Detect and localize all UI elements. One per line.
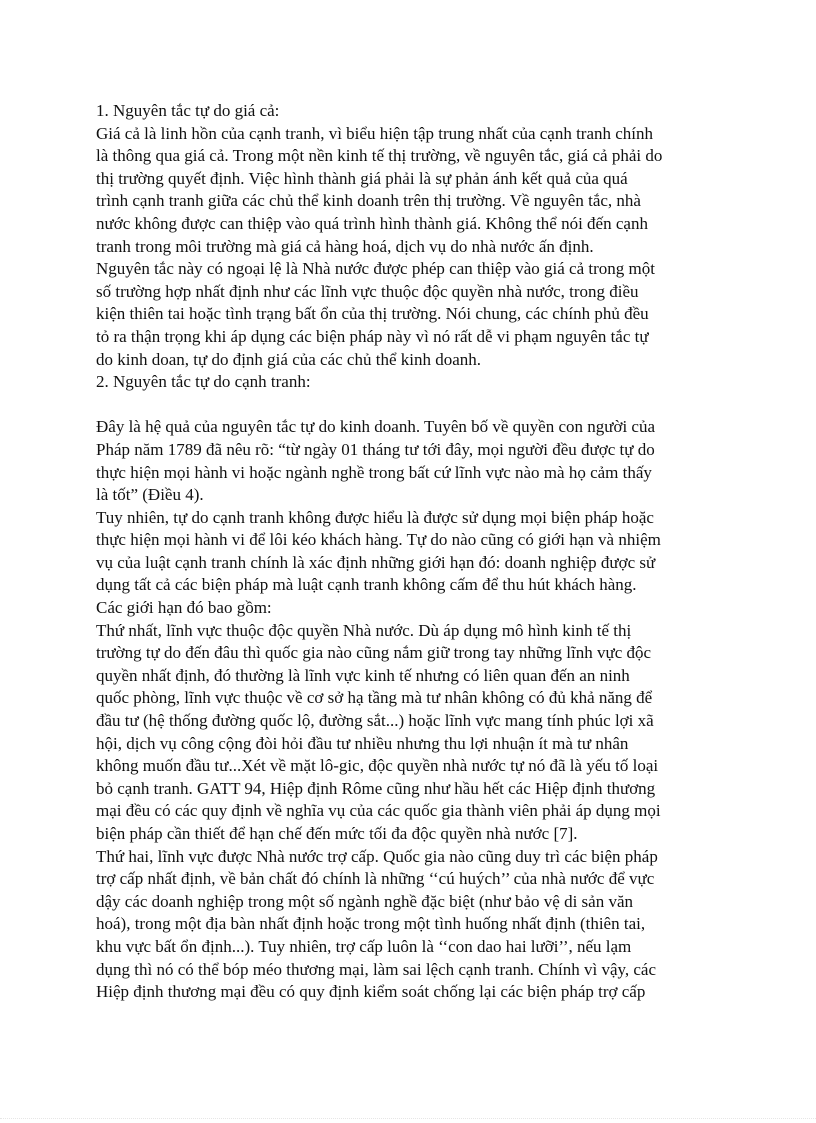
text-line: quốc phòng, lĩnh vực thuộc về cơ sở hạ tầng mà tư nhân không có đủ khả năng để: [96, 688, 653, 708]
document-body: [96, 100, 726, 1004]
text-line: dậy các doanh nghiệp trong một số ngành nghề đặc biệt (như bảo vệ di sản văn: [96, 891, 634, 911]
text-line: bỏ cạnh tranh. GATT 94, Hiệp định Rôme cũng như hầu hết các Hiệp định thương: [96, 778, 656, 798]
text-line: Các giới hạn đó bao gồm:: [96, 598, 272, 618]
text-line: thực hiện mọi hành vi để lôi kéo khách hàng. Tự do nào cũng có giới hạn và nhiệm: [96, 530, 661, 550]
text-line: hội, dịch vụ công cộng đòi hỏi đầu tư nhiều nhưng thu lợi nhuận ít mà tư nhân: [96, 733, 629, 753]
text-line: mại đều có các quy định về nghĩa vụ của các quốc gia thành viên phải áp dụng mọi: [96, 801, 661, 821]
text-line: 2. Nguyên tắc tự do cạnh tranh:: [96, 372, 311, 392]
text-line: khu vực bất ổn định...). Tuy nhiên, trợ cấp luôn là ‘‘con dao hai lưỡi’’, nếu lạm: [96, 936, 632, 956]
text-line: thị trường quyết định. Việc hình thành giá phải là sự phản ánh kết quả của quá: [96, 168, 628, 188]
text-line: dụng tất cả các biện pháp mà luật cạnh tranh không cấm để thu hút khách hàng.: [96, 575, 637, 595]
page-bottom-edge: [0, 1118, 816, 1123]
text-line: là tốt” (Điều 4).: [96, 485, 204, 505]
text-line: Hiệp định thương mại đều có quy định kiểm soát chống lại các biện pháp trợ cấp: [96, 982, 646, 1002]
text-line: trường tự do đến đâu thì quốc gia nào cũng nắm giữ trong tay những lĩnh vực độc: [96, 643, 652, 663]
text-line: Giá cả là linh hồn của cạnh tranh, vì biểu hiện tập trung nhất của cạnh tranh chính: [96, 123, 654, 143]
text-line: Đây là hệ quả của nguyên tắc tự do kinh doanh. Tuyên bố về quyền con người của: [96, 417, 656, 437]
text-line: thực hiện mọi hành vi hoặc ngành nghề trong bất cứ lĩnh vực nào mà họ cảm thấy: [96, 462, 652, 482]
text-line: đầu tư (hệ thống đường quốc lộ, đường sắt...) hoặc lĩnh vực mang tính phúc lợi xã: [96, 711, 654, 731]
text-line: hoá), trong một địa bàn nhất định hoặc trong một tình huống nhất định (thiên tai,: [96, 914, 646, 934]
text-line: 1. Nguyên tắc tự do giá cả:: [96, 101, 280, 120]
text-line: Pháp năm 1789 đã nêu rõ: “từ ngày 01 tháng tư tới đây, mọi người đều được tự do: [96, 439, 655, 459]
text-line: dụng thì nó có thể bóp méo thương mại, làm sai lệch cạnh tranh. Chính vì vậy, các: [96, 959, 657, 979]
text-line: trình cạnh tranh giữa các chủ thể kinh doanh trên thị trường. Về nguyên tắc, nhà: [96, 191, 641, 211]
text-line: không muốn đầu tư...Xét về mặt lô-gic, độc quyền nhà nước tự nó đã là yếu tố loại: [96, 756, 659, 776]
text-line: kiện thiên tai hoặc tình trạng bất ổn của thị trường. Nói chung, các chính phủ đều: [96, 304, 649, 324]
text-line: số trường hợp nhất định như các lĩnh vực thuộc độc quyền nhà nước, trong điều: [96, 281, 639, 301]
text-line: biện pháp cần thiết để hạn chế đến mức tối đa độc quyền nhà nước [7].: [96, 824, 578, 843]
text-line: trợ cấp nhất định, về bản chất đó chính là những ‘‘cú huých’’ của nhà nước để vực: [96, 869, 655, 889]
blank-line: [96, 394, 726, 417]
text-line: vụ của luật cạnh tranh chính là xác định những giới hạn đó: doanh nghiệp được sử: [96, 552, 656, 572]
text-line: Thứ nhất, lĩnh vực thuộc độc quyền Nhà nước. Dù áp dụng mô hình kinh tế thị: [96, 620, 632, 640]
text-line: Tuy nhiên, tự do cạnh tranh không được hiểu là được sử dụng mọi biện pháp hoặc: [96, 507, 654, 527]
text-line: tỏ ra thận trọng khi áp dụng các biện pháp này vì nó rất dễ vi phạm nguyên tắc tự: [96, 326, 649, 346]
text-line: Nguyên tắc này có ngoại lệ là Nhà nước được phép can thiệp vào giá cả trong một: [96, 259, 655, 279]
text-line: nước không được can thiệp vào quá trình hình thành giá. Không thể nói đến cạnh: [96, 213, 648, 233]
text-line: quyền nhất định, đó thường là lĩnh vực kinh tế nhưng có liên quan đến an ninh: [96, 665, 630, 685]
text-line: tranh trong môi trường mà giá cả hàng hoá, dịch vụ do nhà nước ấn định.: [96, 236, 594, 256]
text-line: là thông qua giá cả. Trong một nền kinh tế thị trường, về nguyên tắc, giá cả phải do: [96, 146, 663, 166]
text-line: do kinh doan, tự do định giá của các chủ thể kinh doanh.: [96, 349, 482, 369]
text-line: Thứ hai, lĩnh vực được Nhà nước trợ cấp. Quốc gia nào cũng duy trì các biện pháp: [96, 846, 658, 866]
